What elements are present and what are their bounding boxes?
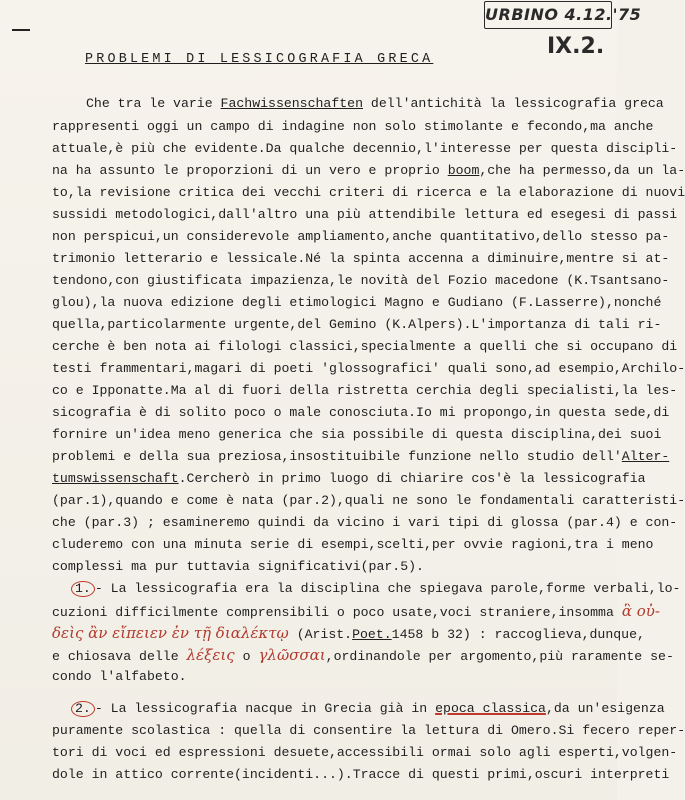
intro-line-18: tumswissenschaft.Cercherò in primo luogo di chiarire cos'è la lessicografia — [52, 471, 646, 486]
section-2-text-1a: - La lessicografia nacque in Grecia già in — [94, 701, 428, 716]
intro-line-12: cerche è ben nota ai filologi classici,specialmente a quelli che si occupano di — [52, 339, 678, 354]
intro-line-15: sicografia è di solito poco o male conosciuta.Io mi propongo,in questa sede,di — [52, 405, 670, 420]
intro-line-3: attuale,è più che evidente.Da qualche decennio,l'interesse per questa discipli- — [52, 141, 678, 156]
location-date-stamp: URBINO 4.12.'75 — [484, 1, 612, 29]
section-1-text-1: - La lessicografia era la disciplina che spiegava parole,forme verbali,lo- — [94, 581, 681, 596]
intro-line-1: Che tra le varie Fachwissenschaften dell'antichità la lessicografia greca — [86, 96, 664, 111]
intro-line-20: che (par.3) ; esamineremo quindi da vicino i vari tipi di glossa (par.4) e con- — [52, 515, 678, 530]
section-1-line-1 — [77, 581, 680, 597]
section-1-text-4c: ,ordinandole per argomento,più raramente se- — [325, 649, 674, 664]
section-number-2: 2. — [71, 701, 95, 717]
intro-line-9: tendono,con giustificata impazienza,le novità del Fozio macedone (K.Tsantsano- — [52, 273, 670, 288]
intro-line-2: rappresenti oggi un campo di indagine non solo stimolante e fecondo,ma anche — [52, 119, 654, 134]
intro-line-21: cluderemo con una minuta serie di esempi,scelti,per ovvie ragioni,tra i meno — [52, 537, 654, 552]
intro-line-14: co e Ipponatte.Ma al di fuori della ristretta cerchia degli specialisti,la les- — [52, 383, 678, 398]
section-2-line-4: dole in attico corrente(incidenti...).Tracce di questi primi,oscuri interpreti — [52, 767, 670, 782]
intro-line-17: problemi e della sua preziosa,insostituibile funzione nello studio dell'Alter- — [52, 449, 670, 464]
intro-line-22: complessi ma pur tuttavia significativi(par.5). — [52, 559, 424, 574]
page-title: PROBLEMI DI LESSICOGRAFIA GRECA — [85, 52, 434, 67]
greek-handwriting-2: δεὶς ἂν εἴπειεν ἐν τῇ διαλέκτῳ — [52, 624, 289, 642]
citation-author: (Arist. — [296, 627, 353, 642]
intro-line-5: to,la revisione critica dei vecchi criteri di ricerca e la elaborazione di nuovi — [52, 185, 685, 200]
greek-handwriting-1: ἃ οὐ- — [621, 602, 660, 620]
greek-handwriting-4: γλῶσσαι — [258, 646, 326, 664]
intro-line-13: testi frammentari,magari di poeti 'glossografici' quali sono,ad esempio,Archilo- — [52, 361, 685, 376]
section-2-line-2: puramente scolastica : quella di consentire la lettura di Omero.Si fecero reper- — [52, 723, 685, 738]
section-1-line-3 — [52, 625, 645, 643]
section-2-line-3: tori di voci ed espressioni desuete,accessibili ormai solo agli esperti,volgen- — [52, 745, 678, 760]
intro-line-16: fornire un'idea meno generica che sia possibile di questa disciplina,dei suoi — [52, 427, 662, 442]
section-1-line-4 — [52, 647, 674, 665]
folio-number: IX.2. — [547, 34, 605, 59]
margin-dash — [12, 29, 30, 31]
citation-work: Poet. — [352, 627, 392, 642]
greek-handwriting-3: λέξεις — [186, 646, 235, 664]
intro-line-4: na ha assunto le proporzioni di un vero e proprio boom,che ha permesso,da un la- — [52, 163, 685, 178]
intro-line-19: (par.1),quando e come è nata (par.2),quali ne sono le fondamentali caratteristi- — [52, 493, 685, 508]
section-1-line-2 — [52, 603, 660, 621]
intro-line-8: trimonio letterario e lessicale.Né la spinta accenna a diminuire,mentre si at- — [52, 251, 670, 266]
section-2-line-1 — [77, 701, 665, 717]
section-number-1: 1. — [71, 581, 95, 597]
section-1-text-4a: e chiosava delle — [52, 649, 179, 664]
section-1-text-2: cuzioni difficilmente comprensibili o poco usate,voci straniere,insomma — [52, 605, 614, 620]
intro-line-10: glou),la nuova edizione degli etimologici Magno e Gudiano (F.Lasserre),nonché — [52, 295, 662, 310]
section-1-line-5: condo l'alfabeto. — [52, 669, 187, 684]
section-2-text-1c: ,da un'esigenza — [545, 701, 665, 716]
intro-line-6: sussidi metodologici,dall'altro una più attendibile lettura ed esegesi di passi — [52, 207, 678, 222]
intro-line-11: quella,particolarmente urgente,del Gemino (K.Alpers).L'importanza di tali ri- — [52, 317, 662, 332]
section-1-text-4b: o — [242, 649, 251, 664]
intro-line-7: non perspicui,un considerevole ampliamento,anche quantitativo,dello stesso pa- — [52, 229, 670, 244]
citation-rest: 1458 b 32) : raccoglieva,dunque, — [391, 627, 645, 642]
highlight-epoca-classica: epoca classica — [435, 701, 546, 716]
